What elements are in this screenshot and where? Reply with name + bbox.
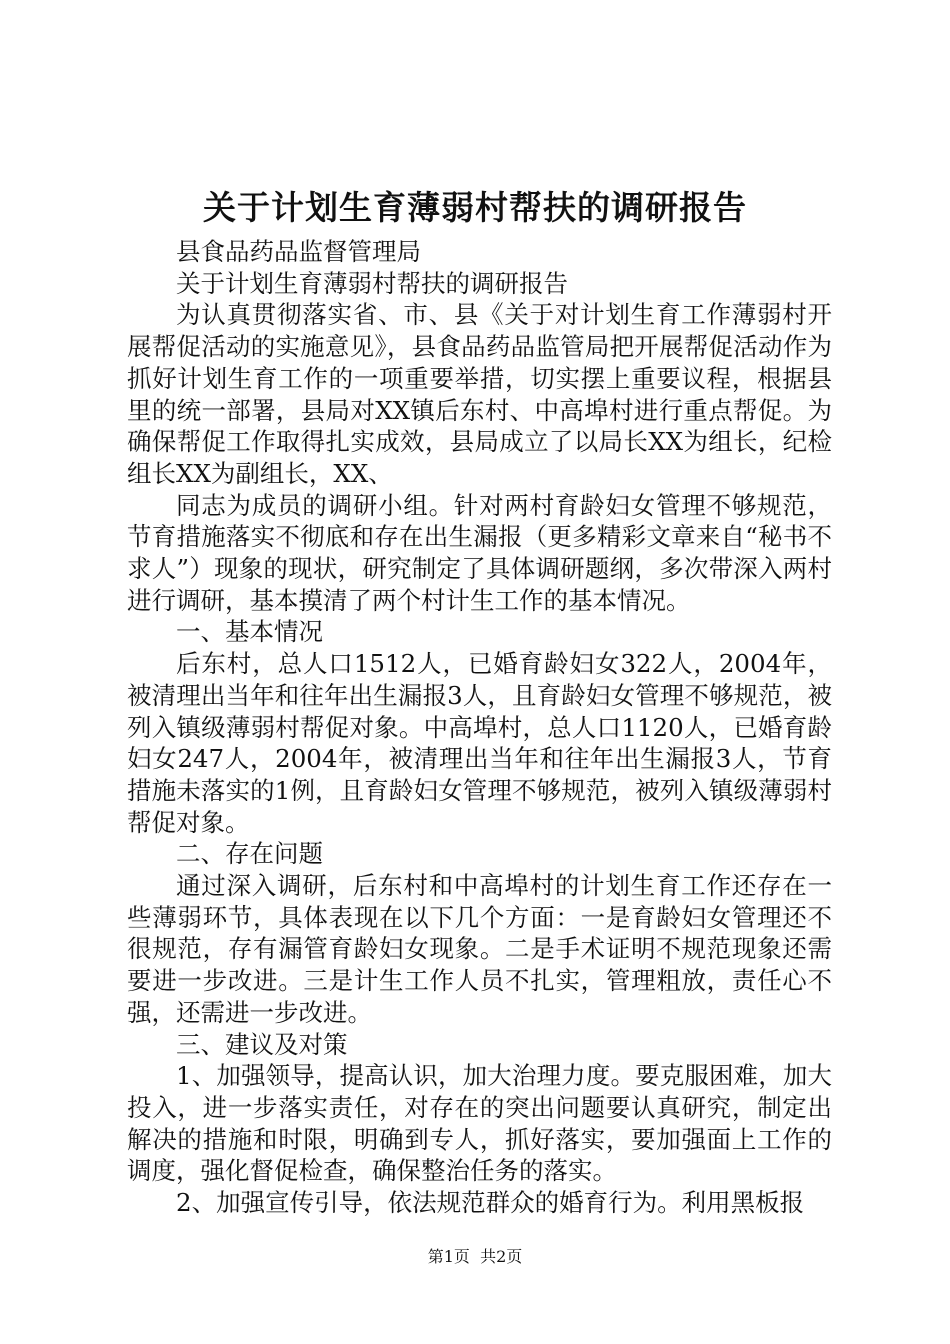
- body-paragraph: 2、加强宣传引导，依法规范群众的婚育行为。利用黑板报: [176, 1188, 805, 1218]
- body-paragraph: 通过深入调研，后东村和中高埠村的计划生育工作还存在一些薄弱环节，具体表现在以下几个方面：一是育龄妇女管理还不很规范，存有漏管育龄妇女现象。二是手术证明不规范现象还需要进一步改进。三是计生工作人员不扎实，管理粗放，责任心不强，还需进一步改进。: [127, 871, 832, 1027]
- body-paragraph: 同志为成员的调研小组。针对两村育龄妇女管理不够规范，节育措施落实不彻底和存在出生漏报（更多精彩文章来自“秘书不求人”）现象的现状，研究制定了具体调研题纲，多次带深入两村进行调研，基本摸清了两个村计生工作的基本情况。: [127, 490, 832, 615]
- section-heading: 一、基本情况: [176, 617, 323, 647]
- document-body: [127, 236, 832, 1219]
- page-footer: [0, 1246, 950, 1268]
- document-title: 关于计划生育薄弱村帮扶的调研报告: [203, 188, 747, 227]
- body-paragraph: 为认真贯彻落实省、市、县《关于对计划生育工作薄弱村开展帮促活动的实施意见》，县食品药品监管局把开展帮促活动作为抓好计划生育工作的一项重要举措，切实摆上重要议程，根据县里的统一部署，县局对XX镇后东村、中高埠村进行重点帮促。为确保帮促工作取得扎实成效，县局成立了以局长XX为组长，纪检组长XX为副组长，XX、: [127, 300, 832, 488]
- body-paragraph: 后东村，总人口1512人，已婚育龄妇女322人，2004年，被清理出当年和往年出生漏报3人，且育龄妇女管理不够规范，被列入镇级薄弱村帮促对象。中高埠村，总人口1120人，已婚育龄妇女247人，2004年，被清理出当年和往年出生漏报3人，节育措施未落实的1例，且育龄妇女管理不够规范，被列入镇级薄弱村帮促对象。: [127, 649, 832, 837]
- section-heading: 三、建议及对策: [176, 1029, 348, 1059]
- page-number: 第1页: [427, 1247, 470, 1266]
- issuer-line: 县食品药品监督管理局: [176, 237, 421, 266]
- page-total: 共2页: [480, 1247, 523, 1266]
- body-paragraph: 1、加强领导，提高认识，加大治理力度。要克服困难，加大投入，进一步落实责任，对存在的突出问题要认真研究，制定出解决的措施和时限，明确到专人，抓好落实，要加强面上工作的调度，强化督促检查，确保整治任务的落实。: [127, 1061, 832, 1186]
- section-heading: 二、存在问题: [176, 839, 323, 869]
- subtitle-line: 关于计划生育薄弱村帮扶的调研报告: [176, 268, 568, 298]
